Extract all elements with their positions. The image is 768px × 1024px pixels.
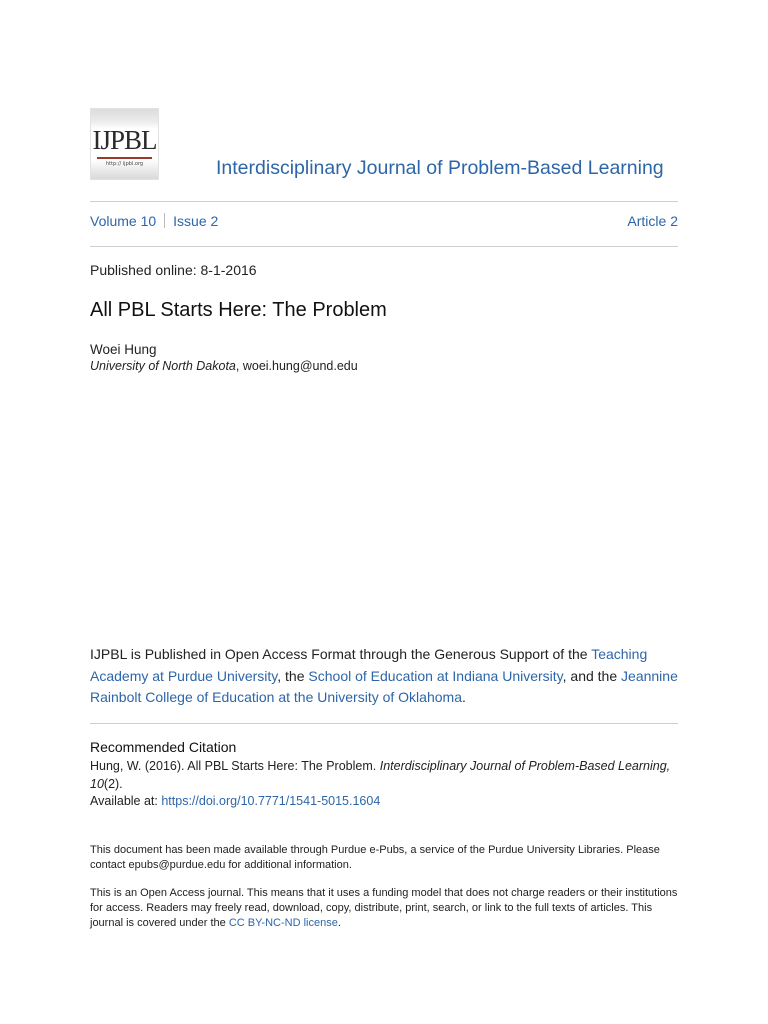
- license-link[interactable]: CC BY-NC-ND license: [228, 917, 338, 929]
- open-access-end: .: [337, 917, 341, 929]
- affiliation-name: University of North Dakota: [90, 359, 236, 373]
- article-title: All PBL Starts Here: The Problem: [90, 299, 387, 321]
- open-access-notice: [90, 886, 680, 931]
- support-end: .: [461, 689, 466, 705]
- support-statement: [90, 644, 680, 709]
- available-label: Available at:: [90, 794, 162, 808]
- author-email: woei.hung@und.edu: [242, 359, 358, 373]
- citation-text: Hung, W. (2016). All PBL Starts Here: The Problem.: [90, 759, 380, 773]
- issue-nav: [90, 213, 678, 233]
- teaching-academy-link[interactable]: Teaching Academy at Purdue University: [90, 646, 648, 684]
- purdue-epubs-notice: This document has been made available through Purdue e-Pubs, a service of the Purdue University Libraries. Please contact epubs@purdue.edu for additional information.: [90, 844, 660, 871]
- published-date: Published online: 8-1-2016: [90, 262, 257, 278]
- citation-issue: (2).: [103, 776, 123, 791]
- volume-link[interactable]: Volume 10: [90, 213, 157, 229]
- author-affiliation: [90, 359, 358, 373]
- logo-url: http:// ijpbl.org: [105, 161, 144, 167]
- affiliation-separator: ,: [235, 359, 243, 373]
- logo-rule: [97, 157, 152, 159]
- logo-text: IJPBL: [92, 125, 157, 155]
- journal-title-link[interactable]: Interdisciplinary Journal of Problem-Based Learning: [216, 157, 664, 179]
- support-mid1: , the: [277, 667, 309, 684]
- volume-issue-group: [90, 213, 218, 229]
- recommended-citation-heading: Recommended Citation: [90, 739, 237, 755]
- article-link[interactable]: Article 2: [627, 213, 678, 229]
- indiana-school-link[interactable]: School of Education at Indiana University: [308, 667, 563, 684]
- volume-issue-separator: [164, 213, 165, 228]
- divider-citation: [90, 723, 678, 724]
- open-access-text: This is an Open Access journal. This means that it uses a funding model that does not charge readers or their institutions for access. Readers may freely read, download, copy, distribute, print, search, or link to the full texts of articles. This journal is covered under the: [90, 887, 678, 929]
- author-name: Woei Hung: [90, 342, 157, 357]
- citation-block: [90, 758, 680, 811]
- support-lead: IJPBL is Published in Open Access Format through the Generous Support of the: [90, 646, 592, 662]
- citation-journal: Interdisciplinary Journal of Problem-Based Learning, 10: [90, 759, 671, 791]
- journal-logo[interactable]: [90, 108, 159, 180]
- support-mid2: , and the: [562, 667, 622, 684]
- divider-issue: [90, 246, 678, 247]
- doi-link[interactable]: https://doi.org/10.7771/1541-5015.1604: [161, 794, 381, 808]
- divider-top: [90, 201, 678, 202]
- issue-link[interactable]: Issue 2: [173, 213, 219, 229]
- oklahoma-college-link[interactable]: Jeannine Rainbolt College of Education at the University of Oklahoma: [90, 667, 678, 705]
